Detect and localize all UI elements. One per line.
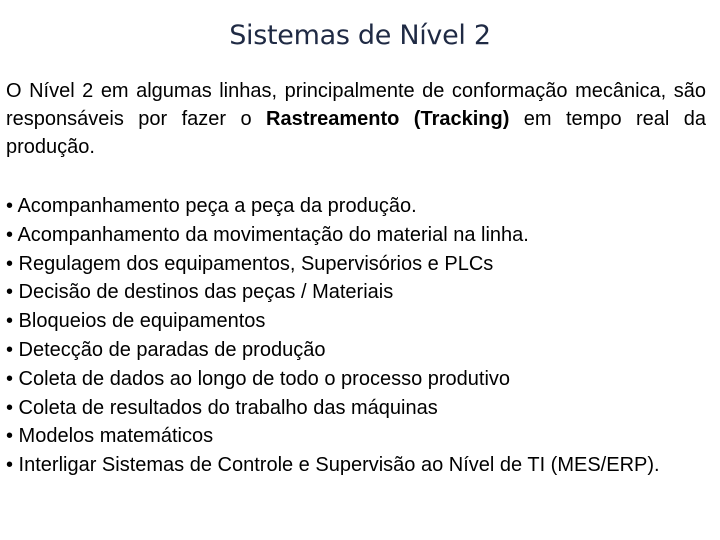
bullet-item: • Regulagem dos equipamentos, Supervisórios e PLCs: [6, 252, 494, 275]
intro-text-part1: O Nível 2 em algumas linhas, principalmente de conformação mecânica, são responsáveis por fazer o: [6, 80, 706, 130]
bullet-item: • Decisão de destinos das peças / Materiais: [6, 281, 394, 304]
bullet-list: [6, 192, 711, 480]
intro-paragraph: [6, 77, 706, 161]
bullet-item: • Interligar Sistemas de Controle e Supervisão ao Nível de TI (MES/ERP).: [6, 454, 660, 477]
bullet-item: • Modelos matemáticos: [6, 425, 214, 448]
bullet-item: • Bloqueios de equipamentos: [6, 310, 266, 333]
bullet-item: • Coleta de resultados do trabalho das máquinas: [6, 396, 438, 419]
slide-title: Sistemas de Nível 2: [229, 20, 491, 51]
bullet-item: • Acompanhamento da movimentação do material na linha.: [6, 223, 529, 246]
bullet-item: • Coleta de dados ao longo de todo o processo produtivo: [6, 367, 511, 390]
intro-text-part2: em tempo real da produção.: [6, 108, 706, 158]
intro-bold-term: Rastreamento (Tracking): [266, 108, 510, 130]
bullet-item: • Detecção de paradas de produção: [6, 338, 326, 361]
bullet-item: • Acompanhamento peça a peça da produção.: [6, 195, 417, 217]
